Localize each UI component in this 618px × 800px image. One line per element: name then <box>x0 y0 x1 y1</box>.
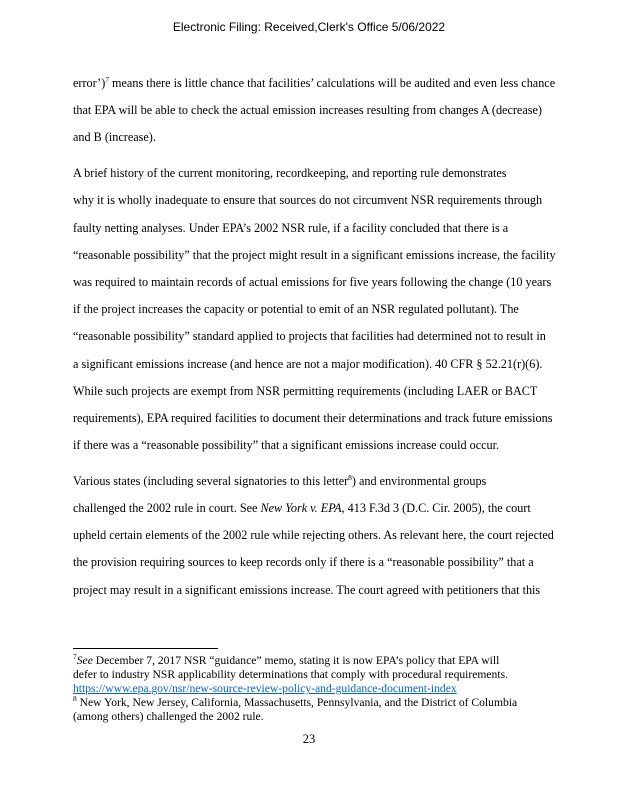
text-line: “reasonable possibility” that the project might result in a significant emissions increase, the facility <box>73 247 556 262</box>
text-line <box>73 70 605 97</box>
text-line: was required to maintain records of actual emissions for five years following the change (10 years <box>73 274 552 289</box>
text-fragment: challenged the 2002 rule in court. See <box>73 501 261 516</box>
text-line: project may result in a significant emissions increase. The court agreed with petitioners that this <box>73 582 541 597</box>
signal-word: See <box>76 654 93 667</box>
text-line: requirements), EPA required facilities to document their determinations and track future emissions <box>73 410 553 425</box>
footnote-text: (among others) challenged the 2002 rule. <box>73 710 264 723</box>
text-line: and B (increase). <box>73 130 156 145</box>
text-fragment: error’) <box>73 76 106 90</box>
text-line: if there was a “reasonable possibility” that a significant emissions increase could occur. <box>73 438 500 453</box>
text-line: upheld certain elements of the 2002 rule while rejecting others. As relevant here, the court rejected <box>73 528 554 543</box>
footnote-number: 7 <box>73 652 77 662</box>
footnote <box>73 696 603 724</box>
footnote-text: New York, New Jersey, California, Massachusetts, Pennsylvania, and the District of Columbia <box>76 696 518 709</box>
text-fragment: ) and environmental groups <box>351 473 487 488</box>
text-fragment: means there is little chance that facilities’ calculations will be audited and even less chance <box>109 76 556 90</box>
paragraph <box>73 160 605 459</box>
text-line: While such projects are exempt from NSR permitting requirements (including LAER or BACT <box>73 383 538 398</box>
filing-header: Electronic Filing: Received,Clerk's Office 5/06/2022 <box>172 20 446 34</box>
footnote <box>73 654 603 696</box>
case-citation: New York v. EPA <box>260 501 342 516</box>
text-line: faulty netting analyses. Under EPA’s 2002 NSR rule, if a facility concluded that there is a <box>73 220 509 235</box>
text-fragment: Various states (including several signatories to this letter <box>73 473 349 488</box>
footnote-text: December 7, 2017 NSR “guidance” memo, stating it is now EPA’s policy that EPA will <box>92 654 500 667</box>
text-line: a significant emissions increase (and hence are not a major modification). 40 CFR § 52.21(r)(6). <box>73 356 543 371</box>
text-line: that EPA will be able to check the actual emission increases resulting from changes A (decrease) <box>73 103 542 118</box>
footnote-separator <box>73 648 218 649</box>
footnote-ref: 7 <box>105 74 109 84</box>
footnote-ref: 8 <box>348 472 352 482</box>
document-body <box>73 70 605 612</box>
footnote-text: defer to industry NSR applicability determinations that comply with procedural requirements. <box>73 668 508 681</box>
text-line: the provision requiring sources to keep records only if there is a “reasonable possibility” that a <box>73 555 534 570</box>
text-line: why it is wholly inadequate to ensure that sources do not circumvent NSR requirements through <box>73 193 543 208</box>
footnote-number: 8 <box>73 694 77 704</box>
text-line <box>73 495 605 522</box>
text-line: A brief history of the current monitoring, recordkeeping, and reporting rule demonstrates <box>73 166 507 181</box>
text-fragment: , 413 F.3d 3 (D.C. Cir. 2005), the court <box>341 501 531 516</box>
footnote-link[interactable]: https://www.epa.gov/nsr/new-source-review-policy-and-guidance-document-index <box>73 682 457 695</box>
paragraph <box>73 70 605 152</box>
page-number: 23 <box>302 732 316 746</box>
text-line <box>73 468 605 495</box>
footnotes <box>73 654 603 724</box>
text-line: “reasonable possibility” standard applied to projects that facilities had determined not to result in <box>73 329 546 344</box>
text-line: if the project increases the capacity or potential to emit of an NSR regulated pollutant). The <box>73 302 519 317</box>
paragraph <box>73 468 605 604</box>
